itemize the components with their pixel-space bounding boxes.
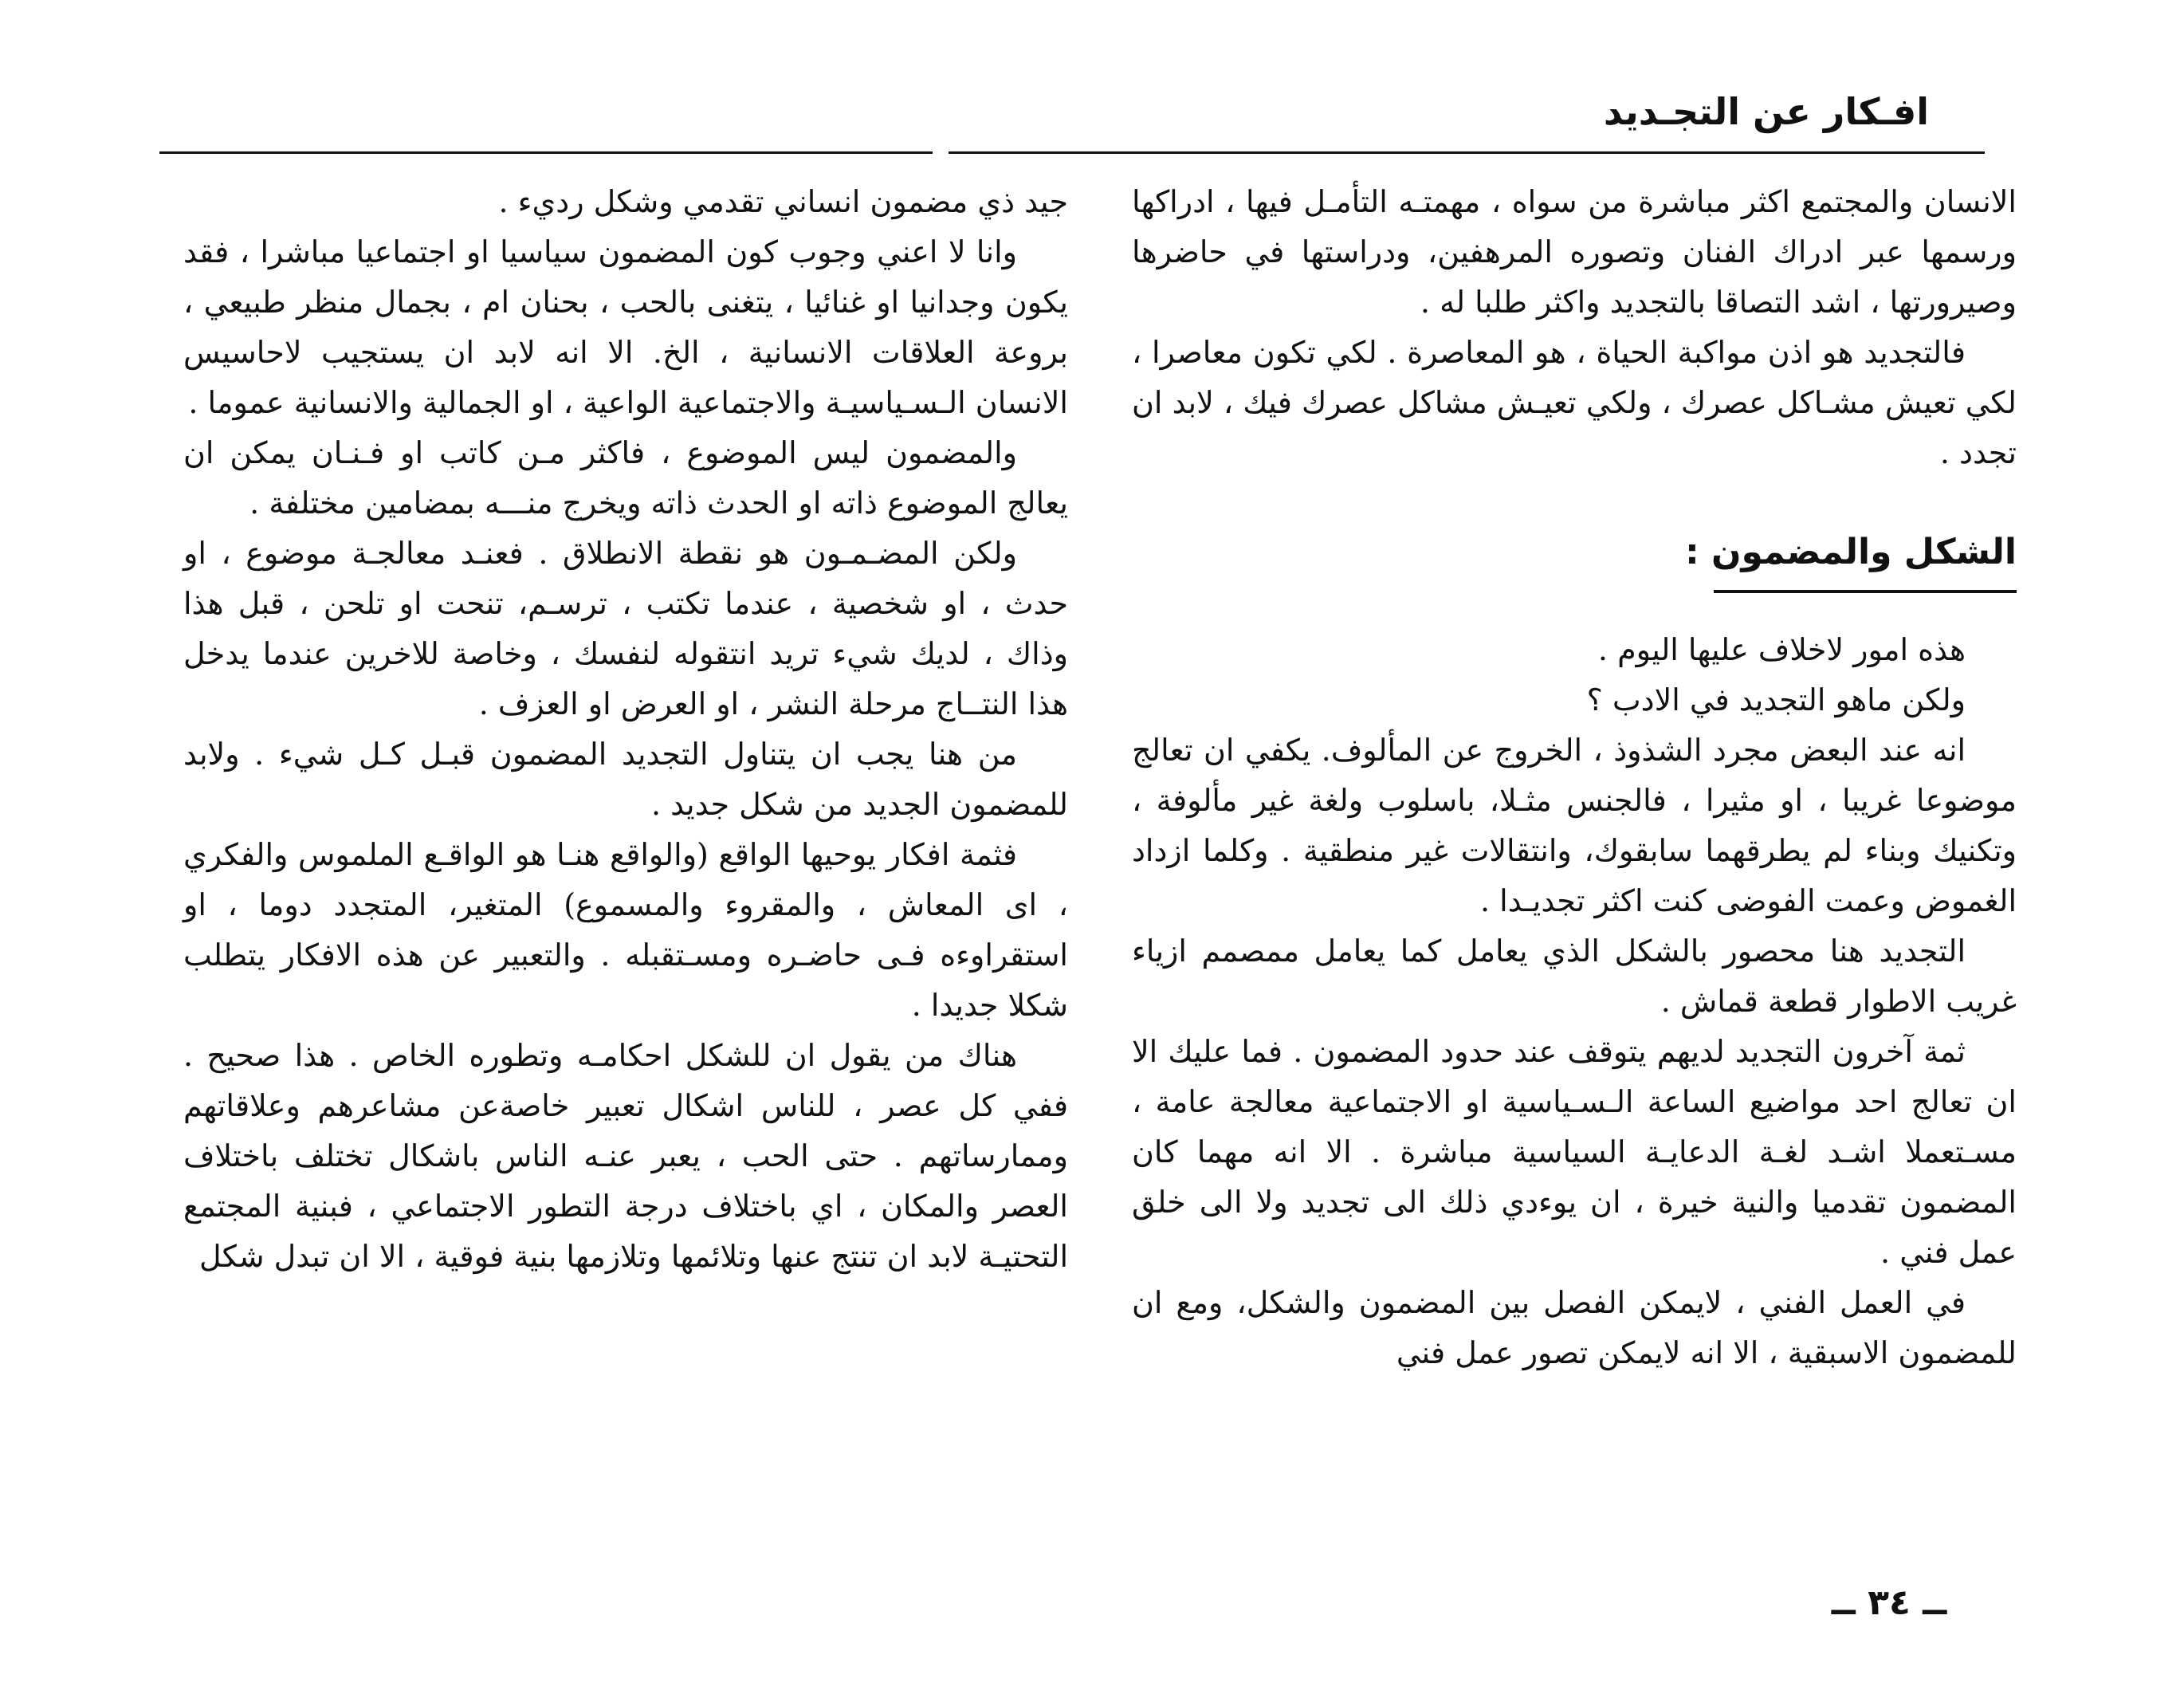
- paragraph: هذه امور لاخلاف عليها اليوم .: [1597, 632, 1966, 667]
- paragraph: فثمة افكار يوحيها الواقع (والواقع هنـا هو الواقـع الملموس والفكري ، اى المعاش ، والمقروء والمسموع) المتغير، المتجدد دوما ، او استقراوءه فـى حاضـره ومسـتقبله . والتعبير عن هذه الافكار يتطلب شكلا جديدا .: [183, 837, 1068, 1023]
- paragraph: انه عند البعض مجرد الشذوذ ، الخروج عن المألوف. يكفي ان تعالج موضوعا غريبا ، او مثيرا ، فالجنس مثـلا، باسلوب ولغة غير مألوفة ، وتكنيك وبناء لم يطرقهما سابقوك، وانتقالات غير منطقية . وكلما ازداد الغموض وعمت الفوضى كنت اكثر تجديـدا .: [1132, 733, 2017, 918]
- section-heading: الشكل والمضمون :: [1685, 532, 2017, 572]
- header-rule-right: [949, 151, 1985, 154]
- page-number: ــ ٣٤ ــ: [1831, 1582, 1947, 1623]
- paragraph: ولكن المضـمـون هو نقطة الانطلاق . فعنـد معالجـة موضوع ، او حدث ، او شخصية ، عندما تكتب ، ترسـم، تنحت او تلحن ، قبل هذا وذاك ، لديك شيء تريد انتقوله لنفسك ، وخاصة للاخرين عندما يدخل هذا النتــاج مرحلة النشر ، او العرض او العزف .: [183, 536, 1068, 721]
- left-column: [183, 177, 1068, 1282]
- paragraph: من هنا يجب ان يتناول التجديد المضمون قبـل كـل شيء . ولابد للمضمون الجديد من شكل جديد .: [183, 737, 1068, 822]
- paragraph: فالتجديد هو اذن مواكبة الحياة ، هو المعاصرة . لكي تكون معاصرا ، لكي تعيش مشـاكل عصرك ، ولكي تعيـش مشاكل عصرك فيك ، لابد ان تجدد .: [1132, 335, 2017, 470]
- heading-underline: [1714, 590, 2017, 593]
- paragraph: التجديد هنا محصور بالشكل الذي يعامل كما يعامل ممصمم ازياء غريب الاطوار قطعة قماش .: [1132, 933, 2017, 1019]
- paragraph: ولكن ماهو التجديد في الادب ؟: [1586, 682, 1966, 717]
- paragraph: في العمل الفني ، لايمكن الفصل بين المضمون والشكل، ومع ان للمضمون الاسبقية ، الا انه لايمكن تصور عمل فني: [1132, 1285, 2017, 1370]
- paragraph: ثمة آخرون التجديد لديهم يتوقف عند حدود المضمون . فما عليك الا ان تعالج احد مواضيع الساعة الـسـياسية او الاجتماعية معالجة عامة ، مسـتعملا اشـد لغـة الدعايـة السياسية مباشرة . الا انه مهما كان المضمون تقدميا والنية خيرة ، ان يوءدي ذلك الى تجديد ولا الى خلق عمل فني .: [1132, 1034, 2017, 1270]
- header-rule-left: [159, 151, 933, 154]
- paragraph: وانا لا اعني وجوب كون المضمون سياسيا او اجتماعيا مباشرا ، فقد يكون وجدانيا او غنائيا ، يتغنى بالحب ، بحنان ام ، بجمال منظر طبيعي ، بروعة العلاقات الانسانية ، الخ. الا انه لابد ان يستجيب لاحاسيس الانسان الـسـياسيـة والاجتماعية الواعية ، او الجمالية والانسانية عموما .: [183, 234, 1069, 420]
- paragraph: الانسان والمجتمع اكثر مباشرة من سواه ، مهمتـه التأمـل فيها ، ادراكها ورسمها عبر ادراك الفنان وتصوره المرهفين، ودراستها في حاضرها وصيرورتها ، اشد التصاقا بالتجديد واكثر طلبا له .: [1132, 184, 2017, 320]
- paragraph: والمضمون ليس الموضوع ، فاكثر مـن كاتب او فـنـان يمكن ان يعالج الموضوع ذاته او الحدث ذاته ويخرج منـــه بمضامين مختلفة .: [183, 435, 1068, 521]
- paragraph: جيد ذي مضمون انساني تقدمي وشكل رديء .: [498, 184, 1068, 219]
- paragraph: هناك من يقول ان للشكل احكامـه وتطوره الخاص . هذا صحيح . ففي كل عصر ، للناس اشكال تعبير خاصةعن مشاعرهم وعلاقاتهم وممارساتهم . حتى الحب ، يعبر عنـه الناس باشكال تختلف باختلاف العصر والمكان ، اي باختلاف درجة التطور الاجتماعي ، فبنية المجتمع التحتيـة لابد ان تنتج عنها وتلائمها وتلازمها بنية فوقية ، الا ان تبدل شكل: [183, 1038, 1068, 1274]
- right-column: [1132, 177, 2017, 1378]
- running-title: افـكار عن التجـديد: [1603, 90, 1929, 133]
